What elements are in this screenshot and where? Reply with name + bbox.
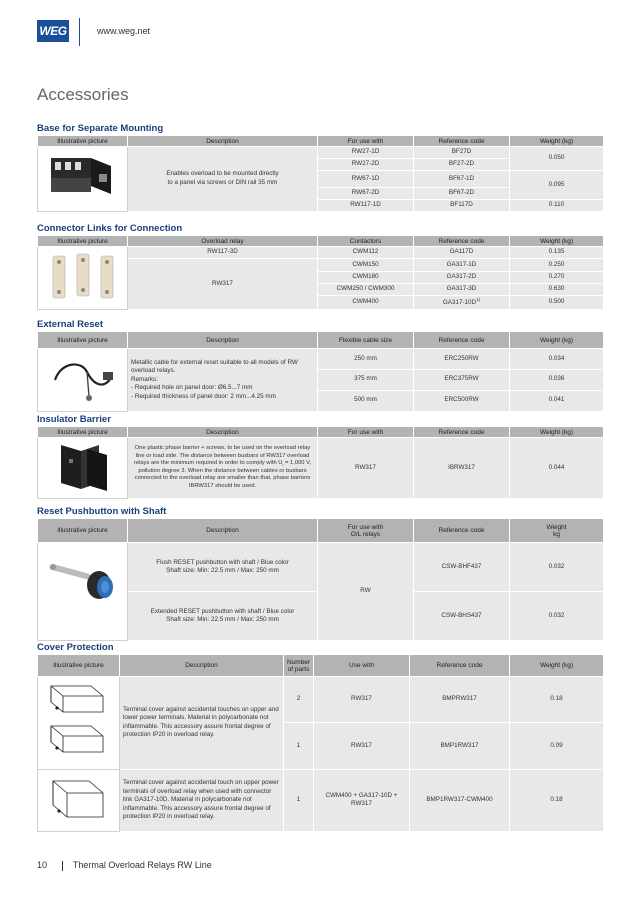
col-header: Reference code: [410, 655, 510, 677]
description-text: One plastic phase barrier + screws, to be used on the overload relay line or load side. The distance between busbars of RW317 overload relays are the minimum required in order to comply with U: [133, 445, 311, 467]
table-row: [38, 349, 604, 370]
insulator-barrier-image: [41, 439, 125, 493]
table-row: [38, 247, 604, 259]
weight: 0.18: [510, 769, 604, 832]
footnote-marker: 1): [476, 296, 481, 302]
header-line: Number: [286, 658, 311, 666]
contactor: CWM400: [318, 295, 414, 309]
reference-code: BF117D: [414, 199, 510, 211]
table-row: [38, 543, 604, 592]
insulator-table: [37, 426, 604, 499]
number-of-parts: 1: [284, 723, 314, 769]
col-header: Illustrative picture: [38, 427, 128, 438]
reference-code: BMPRW317: [410, 677, 510, 723]
reference-code: GA317-2D: [414, 271, 510, 283]
insulator-picture: [38, 438, 128, 499]
col-header: [318, 519, 414, 543]
col-header: Illustrative picture: [38, 236, 128, 247]
overload-relay: RW317: [128, 259, 318, 310]
col-header: Illustrative picture: [38, 519, 128, 543]
use-with: RW317: [314, 723, 410, 769]
table-row: [38, 769, 604, 832]
section-title: Cover Protection: [37, 642, 114, 653]
section-title: Reset Pushbutton with Shaft: [37, 506, 167, 517]
base-picture: [38, 147, 128, 212]
weight: 0.18: [510, 677, 604, 723]
number-of-parts: 1: [284, 769, 314, 832]
reference-code: BF67-1D: [414, 171, 510, 188]
col-header: Overload relay: [128, 236, 318, 247]
section-connector-links: [37, 222, 603, 310]
connector-links-image: [41, 248, 125, 304]
contactor: CWM250 / CWM300: [318, 283, 414, 295]
reset-cable-image: [41, 350, 125, 406]
col-header: Description: [128, 427, 318, 438]
reference-code: BF67-2D: [414, 187, 510, 199]
header-line: kg: [553, 530, 560, 538]
header-line: For use with: [347, 523, 384, 531]
description-line: Shaft size: Min: 22.5 mm / Max: 250 mm: [166, 567, 279, 574]
col-header: Description: [120, 655, 284, 677]
contactor: CWM150: [318, 259, 414, 272]
section-cover-protection: [37, 641, 603, 832]
col-header: Flexible cable size: [318, 332, 414, 349]
col-header: Illustrative picture: [38, 332, 128, 349]
pushbutton-description: [128, 592, 318, 641]
cover-table: [37, 654, 604, 832]
col-header: Reference code: [414, 136, 510, 147]
pushbutton-image: [41, 545, 125, 635]
col-header: [284, 655, 314, 677]
pushbutton-table: [37, 518, 604, 641]
cable-size: 250 mm: [318, 349, 414, 370]
weight: 0.135: [510, 247, 604, 259]
reference-code: BMP1RW317-CWM400: [410, 769, 510, 832]
footer-divider: [62, 861, 63, 871]
table-header-row: [38, 519, 604, 543]
table-row: [38, 677, 604, 723]
section-title: Base for Separate Mounting: [37, 123, 164, 134]
base-mount-image: [41, 148, 125, 206]
contactor: CWM180: [318, 271, 414, 283]
table-header-row: [38, 655, 604, 677]
col-header: For use with: [318, 427, 414, 438]
reference-code: CSW-BHS437: [414, 592, 510, 641]
reference-code: [414, 295, 510, 309]
reference-code: CSW-BHF437: [414, 543, 510, 592]
reset-description: [128, 349, 318, 412]
pushbutton-picture: [38, 543, 128, 641]
weight: 0.036: [510, 369, 604, 390]
cable-size: 500 mm: [318, 390, 414, 411]
footer-title: Thermal Overload Relays RW Line: [72, 860, 212, 870]
header-line: O/L relays: [350, 530, 381, 538]
col-header: Weight (kg): [510, 655, 604, 677]
col-header: Description: [128, 519, 318, 543]
reference-code: BF27D: [414, 147, 510, 159]
website-url[interactable]: www.weg.net: [97, 26, 151, 36]
cover-picture: [38, 769, 120, 832]
use-with: RW117-1D: [318, 199, 414, 211]
header-line: Weight: [546, 523, 567, 531]
page-title: Accessories: [37, 85, 129, 104]
base-description: Enables overload to be mounted directly to a panel via screws or DIN rail 35 mm: [128, 147, 318, 212]
col-header: Contactors: [318, 236, 414, 247]
overload-relay: RW117-3D: [128, 247, 318, 259]
section-title: External Reset: [37, 319, 104, 330]
use-with: RW317: [318, 438, 414, 499]
col-header: Use with: [314, 655, 410, 677]
description-line: Remarks:: [131, 375, 158, 383]
section-base-mounting: [37, 122, 603, 212]
reference-code: ERC250RW: [414, 349, 510, 370]
voltage-subscript: i: [282, 462, 284, 468]
weight: 0.630: [510, 283, 604, 295]
table-row: [38, 438, 604, 499]
col-header: Illustrative picture: [38, 136, 128, 147]
weg-logo: WEG: [37, 20, 69, 42]
col-header: Description: [128, 136, 318, 147]
description-text: = 1,000 V, pollution degree 3. When the distance between cables or busbars connected to the overload relay are smaller than that, phase barriers IBRW317 should be used.: [134, 460, 312, 489]
use-with: RW317: [314, 677, 410, 723]
weight: 0.041: [510, 390, 604, 411]
col-header: Reference code: [414, 236, 510, 247]
reference-code: IBRW317: [414, 438, 510, 499]
insulator-description: [128, 438, 318, 499]
description-line: Metallic cable for external reset suitable to all models of RW overload relays.: [131, 358, 298, 374]
reference-code-text: GA317-10D: [442, 299, 477, 306]
weight: 0.050: [510, 147, 604, 171]
reset-picture: [38, 349, 128, 412]
page-number: 10: [37, 860, 48, 870]
col-header: [510, 519, 604, 543]
table-header-row: [38, 236, 604, 247]
section-external-reset: [37, 318, 603, 412]
weight: 0.250: [510, 259, 604, 272]
weight: 0.034: [510, 349, 604, 370]
reference-code: ERC375RW: [414, 369, 510, 390]
col-header: Description: [128, 332, 318, 349]
header-divider: [79, 18, 80, 46]
weight: 0.110: [510, 199, 604, 211]
col-header: For use with: [318, 136, 414, 147]
weight: 0.500: [510, 295, 604, 309]
col-header: Weight (kg): [510, 332, 604, 349]
reference-code: ERC500RW: [414, 390, 510, 411]
weight: 0.044: [510, 438, 604, 499]
section-title: Insulator Barrier: [37, 414, 111, 425]
weight: 0.095: [510, 171, 604, 200]
col-header: Reference code: [414, 519, 510, 543]
table-header-row: [38, 136, 604, 147]
page-header: [37, 18, 607, 50]
section-title: Connector Links for Connection: [37, 223, 183, 234]
col-header: Weight (kg): [510, 236, 604, 247]
col-header: Weight (kg): [510, 136, 604, 147]
cover-description: Terminal cover against accidental touches on upper and lower power terminals. Material in polycarbonate not inflammable. This accessory assure frontal degree of protection IP20 in overload relay.: [120, 677, 284, 770]
reference-code: BF27-2D: [414, 159, 510, 171]
use-with: RW67-1D: [318, 171, 414, 188]
table-row: [38, 147, 604, 159]
connector-picture: [38, 247, 128, 310]
weight: 0.09: [510, 723, 604, 769]
reference-code: GA317-3D: [414, 283, 510, 295]
header-line: of parts: [287, 665, 310, 673]
use-with: CWM400 + GA317-10D + RW317: [314, 769, 410, 832]
cover-cwm400-image: [41, 771, 119, 827]
col-header: Weight (kg): [510, 427, 604, 438]
reference-code: GA317-1D: [414, 259, 510, 272]
reference-code: BMP1RW317: [410, 723, 510, 769]
col-header: Reference code: [414, 427, 510, 438]
contactor: CWM112: [318, 247, 414, 259]
connector-table: [37, 235, 604, 310]
cover-description: Terminal cover against accidental touch on upper power terminals of overload relay when used with connector link GA317-10D. Material in polycarbonate not inflammable. This accessory assure frontal degree of protection IP20 in overload relay.: [120, 769, 284, 832]
number-of-parts: 2: [284, 677, 314, 723]
description-line: Flush RESET pushbutton with shaft / Blue color: [156, 558, 289, 566]
col-header: Illustrative picture: [38, 655, 120, 677]
col-header: Reference code: [414, 332, 510, 349]
description-line: Shaft size: Min: 22.5 mm / Max: 250 mm: [166, 616, 279, 623]
weight: 0.032: [510, 543, 604, 592]
section-insulator-barrier: [37, 413, 603, 499]
table-header-row: [38, 332, 604, 349]
use-with: RW27-2D: [318, 159, 414, 171]
reset-table: [37, 331, 604, 412]
description-line: - Required thickness of panel door: 2 mm...4.25 mm: [131, 392, 276, 400]
cover-picture: [38, 677, 120, 770]
reference-code: GA117D: [414, 247, 510, 259]
page-footer: [37, 860, 212, 871]
table-header-row: [38, 427, 604, 438]
cable-size: 375 mm: [318, 369, 414, 390]
description-line: - Required hole on panel door: Ø6.5...7 mm: [131, 384, 253, 391]
use-with: RW27-1D: [318, 147, 414, 159]
weight: 0.032: [510, 592, 604, 641]
weight: 0.270: [510, 271, 604, 283]
description-line: Extended RESET pushbutton with shaft / Blue color: [150, 607, 295, 615]
use-with: RW: [318, 543, 414, 641]
base-table: [37, 135, 604, 212]
use-with: RW67-2D: [318, 187, 414, 199]
cover-two-parts-image: [41, 678, 119, 764]
pushbutton-description: [128, 543, 318, 592]
section-reset-pushbutton: [37, 505, 603, 641]
